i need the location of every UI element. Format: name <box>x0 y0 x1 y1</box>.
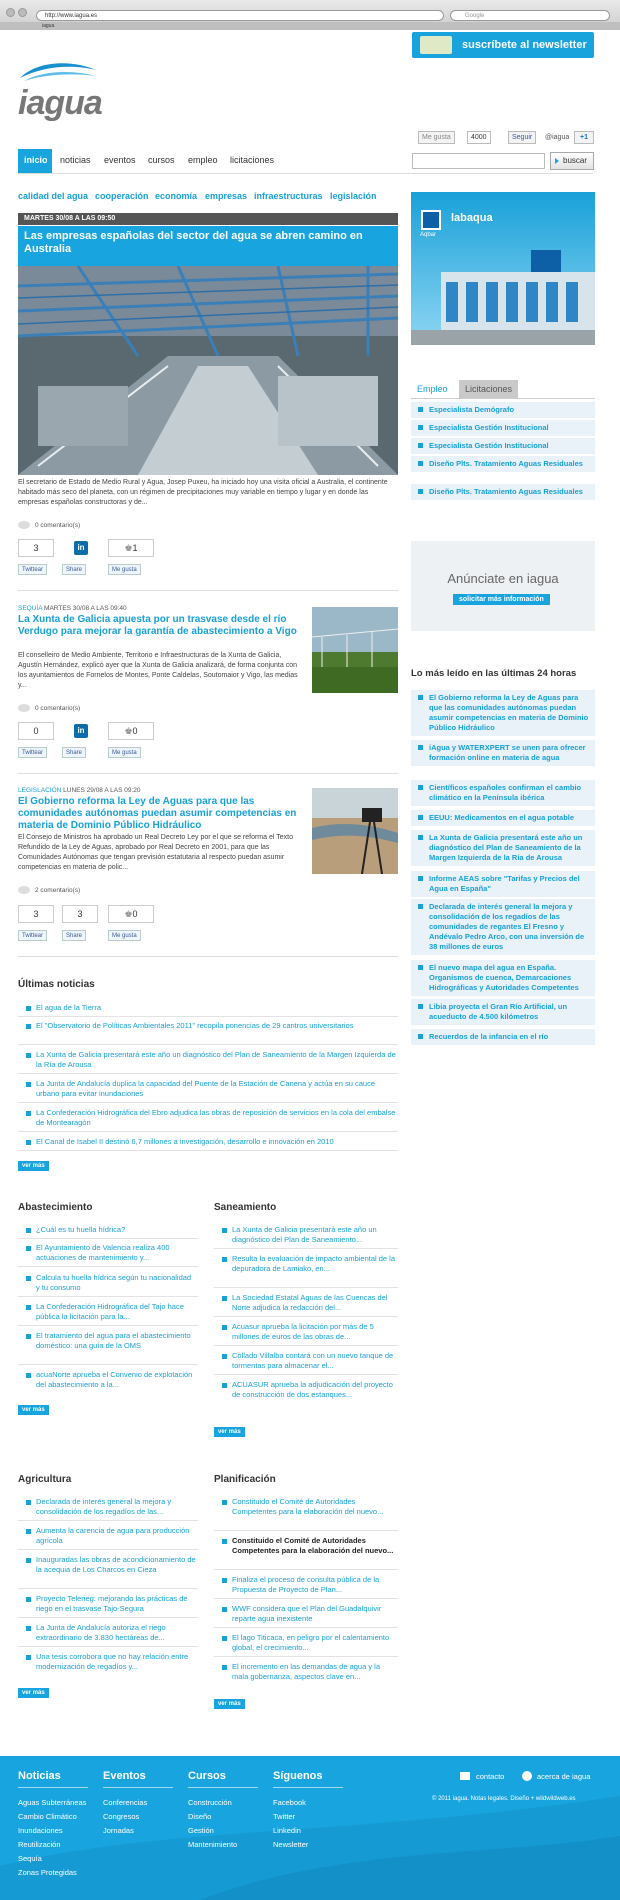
footer-link[interactable]: Twitter <box>273 1812 296 1821</box>
divider <box>18 1588 198 1589</box>
list-item[interactable]: Proyecto Telerieg: mejorando las prácticas de riego en el trasvase Tajo-Segura <box>36 1594 196 1614</box>
list-item[interactable]: La Xunta de Galicia presentará este año un diagnóstico del Plan de Saneamiento... <box>232 1225 398 1245</box>
tab-empleo[interactable]: Empleo <box>411 380 454 398</box>
share-button[interactable]: Share <box>62 930 86 941</box>
thumb-icon: ♚ <box>124 726 133 736</box>
building-image <box>411 242 595 345</box>
menu-item-eventos[interactable]: eventos <box>104 155 136 165</box>
list-item[interactable]: WWF considera que el Plan del Guadalquivir reparte agua inexistente <box>232 1604 398 1624</box>
tweet-count: 0 <box>18 722 54 740</box>
divider <box>18 1364 198 1365</box>
like-button[interactable]: Me gusta <box>108 930 141 941</box>
featured-date: MARTES 30/08 A LAS 09:50 <box>18 213 398 225</box>
back-icon[interactable] <box>6 8 15 17</box>
ver-mas-button[interactable]: ver más <box>18 1688 49 1698</box>
list-item[interactable]: Finaliza el proceso de consulta pública de la Propuesta de Proyecto de Plan... <box>232 1575 398 1595</box>
thumb-icon: ♚ <box>124 909 133 919</box>
copyright: © 2011 iagua. Notas legales. Diseño + wildwildweb.es <box>432 1796 576 1802</box>
footer-link[interactable]: Reutilización <box>18 1840 61 1849</box>
mostread-item[interactable]: EEUU: Medicamentos en el agua potable <box>411 810 595 826</box>
divider <box>18 1238 198 1239</box>
news-date: MARTES 30/08 A LAS 09:40 <box>44 605 127 612</box>
ver-mas-button[interactable]: ver más <box>18 1405 49 1415</box>
divider <box>214 1248 398 1249</box>
comment-icon <box>18 521 30 529</box>
search-input[interactable] <box>412 153 545 169</box>
comment-icon <box>18 704 30 712</box>
like-number: 1 <box>132 543 138 553</box>
menu-item-inicio[interactable]: inicio <box>18 149 52 173</box>
job-item[interactable]: Especialista Demógrafo <box>411 402 595 418</box>
main-menu <box>18 149 398 173</box>
share-button[interactable]: Share <box>62 747 86 758</box>
news-comments[interactable]: 2 comentario(s) <box>35 887 81 894</box>
list-item[interactable]: La Confederación Hidrográfica del Tajo hace pública la licitación para la... <box>36 1302 196 1322</box>
divider <box>214 1316 398 1317</box>
mostread-item[interactable]: iAgua y WATERXPERT se unen para ofrecer formación online en materia de agua <box>411 740 595 766</box>
divider <box>18 1646 198 1647</box>
mostread-item[interactable]: La Xunta de Galicia presentará este año un diagnóstico del Plan de Saneamiento de la Margen Izquierda de la Ría de Arousa <box>411 830 595 866</box>
featured-title[interactable]: Las empresas españolas del sector del agua se abren camino en Australia <box>18 226 398 266</box>
list-item[interactable]: La Confederación Hidrográfica del Ebro adjudica las obras de reposición de servicios en la cola del embalse de Montearagón <box>36 1108 396 1127</box>
footer-link[interactable]: Inundaciones <box>18 1826 63 1835</box>
footer-link[interactable]: Congresos <box>103 1812 140 1821</box>
ad-brand: Aqbar <box>420 232 437 238</box>
divider <box>18 1549 198 1550</box>
footer-link[interactable]: Aguas Subterráneas <box>18 1798 87 1807</box>
featured-body: El secretario de Estado de Medio Rural y Agua, Josep Puxeu, ha iniciado hoy una visita oficial a Australia, el continente habitado más seco del planeta, con un régimen de precipitaciones muy variable en tiempo y lugar y en donde las empresas españolas constructoras y de... <box>18 479 388 506</box>
ad-title: labaqua <box>451 212 493 224</box>
mostread-item[interactable]: Recuerdos de la infancia en el río <box>411 1029 595 1045</box>
list-item[interactable]: La Junta de Andalucía duplica la capacidad del Puente de la Estación de Canena y actúa en su cauce urbano para evitar inundaciones <box>36 1079 396 1099</box>
labaqua-ad[interactable] <box>411 192 595 345</box>
list-item[interactable]: El lago Titicaca, en peligro por el calentamiento global, el crecimiento... <box>232 1633 398 1653</box>
category-empresas[interactable]: empresas <box>205 191 248 201</box>
news-meta <box>18 787 141 794</box>
divider <box>18 1617 198 1618</box>
divider <box>214 1627 398 1628</box>
category-nav <box>18 191 398 205</box>
divider <box>18 1131 398 1132</box>
list-item[interactable]: El Canal de Isabel II destinó 6,7 millones a investigación, desarrollo e innovación en 2010 <box>36 1137 396 1147</box>
mail-icon <box>460 1772 470 1780</box>
like-label: Me gusta <box>422 134 451 141</box>
menu-item-empleo[interactable]: empleo <box>188 155 218 165</box>
like-count <box>108 905 154 923</box>
divider <box>214 1569 398 1570</box>
list-item[interactable]: La Xunta de Galicia presentará este año un diagnóstico del Plan de Saneamiento de la Margen Izquierda de la Ría de Arousa <box>36 1050 396 1069</box>
envelope-icon <box>420 36 452 54</box>
divider <box>214 1287 398 1288</box>
share-button[interactable]: Share <box>62 564 86 575</box>
divider <box>214 1598 398 1599</box>
tweet-count: 3 <box>18 905 54 923</box>
divider <box>18 1150 398 1151</box>
footer <box>0 1756 620 1900</box>
advertise-button[interactable]: solicitar más información <box>453 594 550 605</box>
divider <box>18 1325 198 1326</box>
contact-link[interactable]: contacto <box>476 1772 505 1781</box>
ultimas-title: Últimas noticias <box>18 979 95 990</box>
category-economia[interactable]: economía <box>155 191 198 201</box>
mostread-title: Lo más leído en las últimas 24 horas <box>411 668 577 679</box>
divider <box>18 590 398 591</box>
mostread-item[interactable]: Informe AEAS sobre "Tarifas y Precios del Agua en España" <box>411 871 595 897</box>
tweet-button[interactable]: Twittear <box>18 930 47 941</box>
footer-col-title: Síguenos <box>273 1770 323 1782</box>
featured-image[interactable] <box>18 266 398 475</box>
news-body: El Consejo de Ministros ha aprobado un Real Decreto Ley por el que se reforma el Texto Refundido de la Ley de Aguas, aprobado por Real Decreto en 2001, para que las Comunidades Autónomas que tengan previsión estatutaria al respecto puedan asumir competencias en materia de polic... <box>18 834 293 871</box>
category-cooperacion[interactable]: cooperación <box>95 191 149 201</box>
planificacion-title: Planificación <box>214 1474 276 1485</box>
divider <box>18 1296 198 1297</box>
mostread-list <box>411 690 595 1070</box>
news-tag[interactable]: LEGISLACIÓN <box>18 787 62 794</box>
forward-icon[interactable] <box>18 8 27 17</box>
tab-licitaciones[interactable]: Licitaciones <box>459 380 518 398</box>
list-item[interactable]: Una tesis corrobora que no hay relación entre modernización de regadíos y... <box>36 1652 196 1672</box>
news-thumbnail[interactable] <box>312 788 398 874</box>
mostread-item[interactable]: El nuevo mapa del agua en España. Organismos de cuenca, Demarcaciones Hidrográficas y Autoridades Competentes <box>411 960 595 996</box>
footer-link[interactable]: Facebook <box>273 1798 306 1807</box>
list-item[interactable]: Declarada de interés general la mejora y consolidación de los regadíos de las... <box>36 1497 196 1517</box>
jobs-widget <box>411 380 595 548</box>
list-item[interactable]: Aumenta la carencia de agua para producción agrícola <box>36 1526 196 1546</box>
divider <box>214 1530 398 1531</box>
facebook-like-button[interactable] <box>418 131 455 144</box>
like-count: 4000 <box>467 131 491 144</box>
category-calidad[interactable]: calidad del agua <box>18 191 89 201</box>
tweet-button[interactable]: Twittear <box>18 564 47 575</box>
news-date: LUNES 29/08 A LAS 09:20 <box>63 787 141 794</box>
divider <box>411 398 595 399</box>
list-item[interactable]: El "Observatorio de Políticas Ambientales 2011" recopila ponencias de 29 cantros universitarios <box>36 1021 356 1031</box>
ver-mas-button[interactable]: ver más <box>214 1427 245 1437</box>
tweet-button[interactable]: Twittear <box>18 747 47 758</box>
browser-tab[interactable]: iagua <box>0 22 620 30</box>
list-item[interactable]: Calcula tu huella hídrica según tu nacionalidad y tu consumo <box>36 1273 196 1293</box>
divider <box>18 1073 398 1074</box>
footer-link[interactable]: Conferencias <box>103 1798 148 1807</box>
divider <box>188 1787 258 1788</box>
advertise-title: Anúnciate en iagua <box>447 571 559 586</box>
like-number: 0 <box>132 726 138 736</box>
arrow-right-icon <box>555 158 559 164</box>
address-bar[interactable]: http://www.iagua.es <box>36 10 444 21</box>
like-number: 0 <box>132 909 138 919</box>
google-plus-button[interactable]: +1 <box>574 131 594 144</box>
thumb-icon: ♚ <box>124 543 133 553</box>
divider <box>18 1102 398 1103</box>
tweet-count: 3 <box>18 539 54 557</box>
abastecimiento-title: Abastecimiento <box>18 1202 93 1213</box>
divider <box>214 1345 398 1346</box>
like-button[interactable]: Me gusta <box>108 564 141 575</box>
comment-icon <box>18 886 30 894</box>
footer-link[interactable]: Newsletter <box>273 1840 309 1849</box>
divider <box>214 1656 398 1657</box>
info-icon <box>522 1771 532 1781</box>
divider <box>18 1520 198 1521</box>
footer-link[interactable]: Diseño <box>188 1812 212 1821</box>
list-item[interactable]: Constituido el Comité de Autoridades Competentes para la elaboración del nuevo... <box>232 1497 398 1517</box>
list-item[interactable]: Collado Villalba contará con un nuevo tanque de tormentas para almacenar el... <box>232 1351 398 1371</box>
menu-item-cursos[interactable]: cursos <box>148 155 175 165</box>
list-item[interactable]: El Ayuntamiento de Valencia realiza 400 actuaciones de mantenimiento y... <box>36 1243 196 1263</box>
footer-col-title: Cursos <box>188 1770 226 1782</box>
browser-search-input[interactable]: Google <box>450 10 610 21</box>
mostread-item[interactable]: El Gobierno reforma la Ley de Aguas para que las comunidades autónomas puedan asumir competencias en materia de Dominio Público Hidráulico <box>411 690 595 736</box>
list-item[interactable]: El tratamiento del agua para el abastecimiento doméstico: una guía de la OMS <box>36 1331 196 1351</box>
footer-link[interactable]: Sequía <box>18 1854 42 1863</box>
share-count: 3 <box>62 905 98 923</box>
mostread-item[interactable]: Declarada de interés general la mejora y consolidación de los regadíos de las comunidades de regantes El Fresno y Andévalo Pedro Arco, con una inversión de 38 millones de euros <box>411 899 595 955</box>
twitter-follow-button[interactable] <box>508 131 536 144</box>
list-item[interactable]: El incremento en las demandas de agua y la mala gobernanza, aspectos clave en... <box>232 1662 398 1682</box>
news-body: El conselleiro de Medio Ambiente, Territorio e Infraestructuras de la Xunta de Galicia, Agustín Hernández, explicó ayer que la Xunta de Galicia analizará, de forma conjunta con los ayuntamientos de Fornelos de Montes, Ponte Caldelas, Soutomaior y Vigo, las medias y... <box>18 652 298 689</box>
footer-col-title: Noticias <box>18 1770 61 1782</box>
list-item-hover[interactable]: Constituido el Comité de Autoridades Competentes para la elaboración del nuevo... <box>232 1536 398 1556</box>
divider <box>18 1016 398 1017</box>
twitter-handle: @iagua <box>545 134 570 141</box>
follow-label: Seguir <box>512 134 533 141</box>
ver-mas-button[interactable]: ver más <box>214 1699 245 1709</box>
like-count <box>108 539 154 557</box>
divider <box>18 1266 198 1267</box>
iagua-logo-icon[interactable] <box>18 62 98 84</box>
divider <box>18 773 398 774</box>
job-item[interactable]: Especialista Gestión Institucional <box>411 420 595 436</box>
ver-mas-button[interactable]: ver más <box>18 1161 49 1171</box>
divider <box>18 956 398 957</box>
footer-link[interactable]: Zonas Protegidas <box>18 1868 77 1877</box>
news-title[interactable]: La Xunta de Galicia apuesta por un trasvase desde el río Verdugo para mejorar la garantía de abastecimiento a Vigo <box>18 614 297 637</box>
footer-link[interactable]: Jornadas <box>103 1826 134 1835</box>
job-item[interactable]: Diseño Plts. Tratamiento Aguas Residuales <box>411 456 595 472</box>
divider <box>18 1787 88 1788</box>
saneamiento-title: Saneamiento <box>214 1202 277 1213</box>
list-item[interactable]: Inauguradas las obras de acondicionamiento de la acequia de Los Charcos en Cieza <box>36 1555 196 1574</box>
category-infraestructuras[interactable]: infraestructuras <box>254 191 323 201</box>
list-item[interactable]: Acuasur aprueba la licitación por más de 5 millones de euros de las obras de... <box>232 1322 398 1342</box>
job-item[interactable]: Especialista Gestión Institucional <box>411 438 595 454</box>
news-comments[interactable]: 0 comentario(s) <box>35 705 81 712</box>
menu-divider <box>18 173 593 174</box>
footer-link[interactable]: Gestión <box>188 1826 214 1835</box>
like-count <box>108 722 154 740</box>
category-legislacion[interactable]: legislación <box>330 191 377 201</box>
divider <box>214 1374 398 1375</box>
logo-text[interactable]: iagua <box>18 84 102 122</box>
list-item[interactable]: acuaNorte aprueba el Convenio de explotación del abastecimiento a la... <box>36 1370 196 1390</box>
menu-item-licitaciones[interactable]: licitaciones <box>230 155 275 165</box>
job-item[interactable]: Diseño Plts. Tratamiento Aguas Residuales <box>411 484 595 500</box>
list-item[interactable]: El agua de la Tierra <box>36 1003 396 1013</box>
list-item[interactable]: Resulta la evaluación de impacto ambiental de la depuradora de Lamiako, en... <box>232 1254 398 1274</box>
like-button[interactable]: Me gusta <box>108 747 141 758</box>
linkedin-icon: in <box>74 541 88 555</box>
mostread-item[interactable]: Científicos españoles confirman el cambio climático en la Península ibérica <box>411 780 595 806</box>
featured-comments[interactable]: 0 comentario(s) <box>35 522 81 529</box>
list-item[interactable]: ¿Cuál es tu huella hídrica? <box>36 1225 196 1235</box>
footer-link[interactable]: Mantenimiento <box>188 1840 238 1849</box>
divider <box>273 1787 343 1788</box>
footer-link[interactable]: Linkedin <box>273 1826 301 1835</box>
news-title[interactable]: El Gobierno reforma la Ley de Aguas para que las comunidades autónomas puedan asumir competencias en materia de Dominio Público Hidráulico <box>18 796 297 831</box>
menu-item-noticias[interactable]: noticias <box>60 155 91 165</box>
footer-link[interactable]: Construcción <box>188 1798 232 1807</box>
about-link[interactable]: acerca de iagua <box>537 1772 591 1781</box>
search-button-label: buscar <box>563 156 588 165</box>
mostread-item[interactable]: Libia proyecta el Gran Río Artificial, un acueducto de 4.500 kilómetros <box>411 999 595 1025</box>
divider <box>18 1044 398 1045</box>
search-button[interactable] <box>550 152 594 170</box>
aqbar-logo-icon <box>421 210 441 230</box>
newsletter-label: suscríbete al newsletter <box>462 39 587 51</box>
agricultura-title: Agricultura <box>18 1474 72 1485</box>
list-item[interactable]: ACUASUR aprueba la adjudicación del proyecto de construcción de dos estanques... <box>232 1380 398 1400</box>
linkedin-icon: in <box>74 724 88 738</box>
footer-col-title: Eventos <box>103 1770 146 1782</box>
footer-link[interactable]: Cambio Climático <box>18 1812 77 1821</box>
news-meta <box>18 605 127 612</box>
news-thumbnail[interactable] <box>312 607 398 693</box>
advertise-box <box>411 541 595 631</box>
list-item[interactable]: La Sociedad Estatal Aguas de las Cuencas del Norte adjudica la redacción del... <box>232 1293 398 1313</box>
newsletter-button[interactable] <box>412 32 594 58</box>
divider <box>103 1787 173 1788</box>
list-item[interactable]: La Junta de Andalucía autoriza el riego extraordinario de 3.830 hectáreas de... <box>36 1623 196 1643</box>
news-tag[interactable]: SEQUÍA <box>18 605 43 612</box>
